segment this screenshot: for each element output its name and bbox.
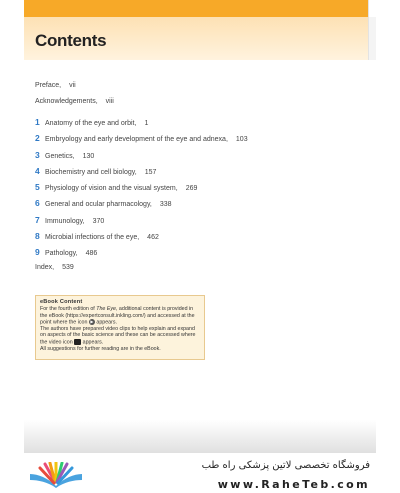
toc-page-number: vii xyxy=(69,82,76,89)
chapter-title: Microbial infections of the eye, xyxy=(45,234,140,242)
chapter-number: 8 xyxy=(35,231,40,242)
toc-label: Preface, xyxy=(35,82,62,89)
chapter-list xyxy=(35,117,248,264)
chapter-number: 4 xyxy=(35,165,40,176)
play-circle-icon: ▶ xyxy=(90,319,94,325)
chapter-page: 1 xyxy=(144,120,149,127)
ebook-paragraph-1 xyxy=(40,306,200,326)
top-orange-stripe xyxy=(24,0,376,17)
toc-label: Acknowledgements, xyxy=(35,98,98,105)
toc-preface[interactable] xyxy=(35,82,76,89)
chapter-page: 338 xyxy=(159,201,172,209)
chapter-number: 2 xyxy=(35,133,40,144)
ebook-paragraph-2 xyxy=(40,326,200,346)
video-camera-icon xyxy=(74,339,81,345)
ebook-text: For the fourth edition of xyxy=(40,306,97,313)
chapter-page: 269 xyxy=(185,185,198,193)
toc-chapter-4[interactable] xyxy=(35,166,248,182)
toc-chapter-6[interactable] xyxy=(35,198,248,214)
toc-page-number: viii xyxy=(105,98,114,105)
chapter-title: Immunology, xyxy=(45,217,85,225)
toc-chapter-9[interactable] xyxy=(35,247,248,263)
page-title: Contents xyxy=(35,31,107,50)
page-edge-lower xyxy=(368,17,376,60)
chapter-page: 462 xyxy=(147,234,159,242)
ebook-heading: eBook Content xyxy=(40,299,83,305)
toc-page-number: 539 xyxy=(62,264,74,271)
toc-chapter-3[interactable] xyxy=(35,150,248,166)
chapter-number: 6 xyxy=(35,198,40,209)
chapter-title: Genetics, xyxy=(45,152,75,160)
chapter-page: 157 xyxy=(144,168,157,176)
chapter-page: 486 xyxy=(85,250,98,258)
ebook-text: The authors have prepared video clips to help explain and expand on aspects of the basic science and these can be accessed where the video icon xyxy=(40,326,196,346)
ebook-text: , additional content is provided in the eBook (https://expertconsult.inkling.com/) and accessed at the point where the icon xyxy=(40,306,195,326)
toc-chapter-2[interactable] xyxy=(35,133,248,149)
chapter-title: Biochemistry and cell biology, xyxy=(45,168,137,176)
chapter-page: 130 xyxy=(82,152,95,160)
book-title: The Eye xyxy=(96,306,116,313)
chapter-number: 7 xyxy=(35,214,40,225)
toc-acknowledgements[interactable] xyxy=(35,98,114,105)
toc-chapter-1[interactable] xyxy=(35,117,248,133)
book-page xyxy=(24,0,376,453)
chapter-number: 5 xyxy=(35,182,40,193)
toc-chapter-8[interactable] xyxy=(35,231,248,247)
toc-chapter-7[interactable] xyxy=(35,215,248,231)
chapter-number: 9 xyxy=(35,247,40,258)
chapter-page: 103 xyxy=(235,136,248,144)
shop-name: فروشگاه تخصصی لاتین پزشکی راه طب xyxy=(201,460,370,471)
chapter-title: Anatomy of the eye and orbit, xyxy=(45,120,137,127)
chapter-title: Pathology, xyxy=(45,250,78,258)
chapter-page: 370 xyxy=(92,217,105,225)
chapter-number: 1 xyxy=(35,117,40,127)
page-edge xyxy=(368,0,376,17)
chapter-title: Physiology of vision and the visual system, xyxy=(45,185,178,193)
toc-chapter-5[interactable] xyxy=(35,182,248,198)
toc-index[interactable] xyxy=(35,264,74,271)
chapter-number: 3 xyxy=(35,149,40,160)
shop-url-link[interactable]: www.RaheTeb.com xyxy=(217,478,370,491)
open-book-logo-icon xyxy=(28,462,84,488)
ebook-content-box xyxy=(35,295,205,360)
chapter-title: General and ocular pharmacology, xyxy=(45,201,152,209)
ebook-paragraph-3: All suggestions for further reading are in the eBook. xyxy=(40,345,161,352)
chapter-title: Embryology and early development of the eye and adnexa, xyxy=(45,136,228,144)
ebook-text: appears. xyxy=(82,339,104,346)
ebook-text: appears. xyxy=(96,319,118,326)
toc-label: Index, xyxy=(35,264,55,271)
